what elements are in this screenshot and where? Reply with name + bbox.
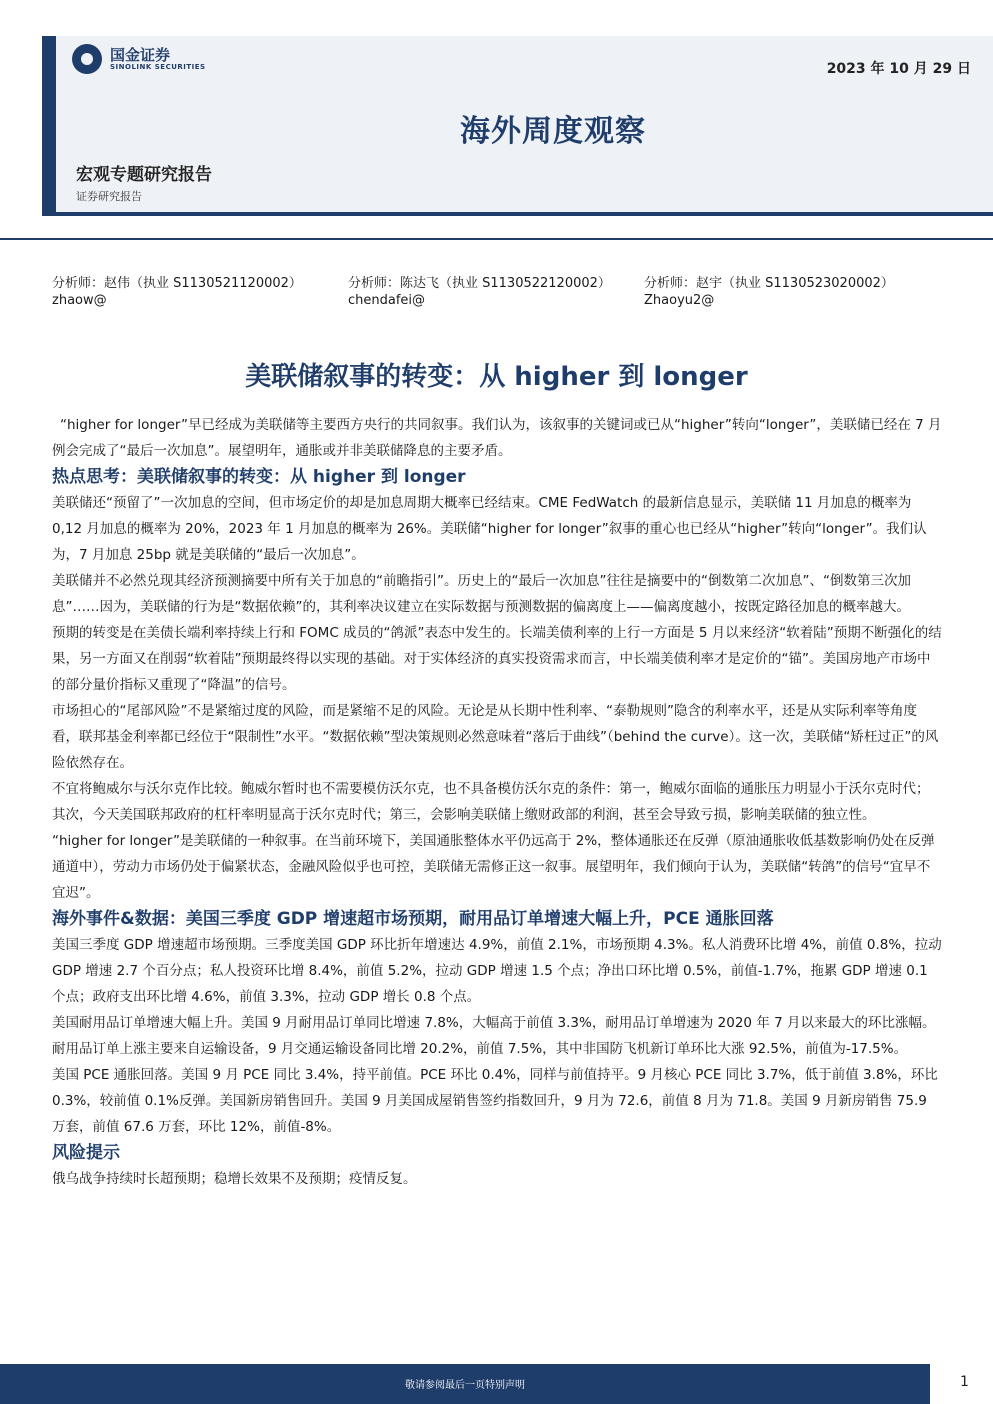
body-paragraph: 市场担心的“尾部风险”不是紧缩过度的风险，而是紧缩不足的风险。无论是从长期中性利率、“泰勒规则”隐含的利率水平，还是从实际利率等角度看，联邦基金利率都已经位于“限制性”水平。“数据依赖”型决策规则必然意味着“落后于曲线”（behind the curve）。这一次，美联储“矫枉过正”的风险依然存在。 [52, 703, 939, 771]
body-paragraph: “higher for longer”是美联储的一种叙事。在当前环境下，美国通胀整体水平仍远高于 2%，整体通胀还在反弹（原油通胀收低基数影响仍处在反弹通道中），劳动力市场仍处于偏紧状态，金融风险似乎也可控，美联储无需修正这一叙事。展望明年，我们倾向于认为，美联储“转鸽”的信号“宜早不宜迟”。 [52, 833, 935, 901]
report-type: 宏观专题研究报告 [76, 165, 212, 185]
company-logo [72, 44, 222, 76]
header-divider [0, 238, 993, 240]
body-paragraph: “higher for longer”早已经成为美联储等主要西方央行的共同叙事。我们认为，该叙事的关键词或已从“higher”转向“longer”，美联储已经在 7 月例会完成了“最后一次加息”。展望明年，通胀或并非美联储降息的主要矛盾。 [52, 417, 942, 459]
document-title: 美联储叙事的转变：从 higher 到 longer [245, 362, 748, 392]
analyst-item [348, 272, 611, 308]
report-body [52, 412, 942, 1192]
report-title: 海外周度观察 [460, 114, 646, 149]
analyst-label: 分析师：陈达飞（执业 S1130522120002） [348, 276, 611, 291]
report-subtype: 证券研究报告 [76, 190, 142, 203]
analyst-label: 分析师：赵宇（执业 S1130523020002） [644, 276, 894, 291]
body-paragraph: 美联储并不必然兑现其经济预测摘要中所有关于加息的“前瞻指引”。历史上的“最后一次加息”往往是摘要中的“倒数第二次加息”、“倒数第三次加息”……因为，美联储的行为是“数据依赖”的，其利率决议建立在实际数据与预测数据的偏离度上——偏离度越小，按既定路径加息的概率越大。 [52, 573, 911, 615]
page-number: 1 [960, 1374, 969, 1390]
body-paragraph: 不宜将鲍威尔与沃尔克作比较。鲍威尔暂时也不需要模仿沃尔克，也不具备模仿沃尔克的条件：第一，鲍威尔面临的通胀压力明显小于沃尔克时代；其次，今天美国联邦政府的杠杆率明显高于沃尔克时代；第三，会影响美联储上缴财政部的利润，甚至会导致亏损，影响美联储的独立性。 [52, 781, 930, 823]
analyst-item [644, 272, 894, 308]
section-heading: 风险提示 [52, 1143, 120, 1163]
body-paragraph: 俄乌战争持续时长超预期；稳增长效果不及预期；疫情反复。 [52, 1171, 417, 1187]
body-paragraph: 美国 PCE 通胀回落。美国 9 月 PCE 同比 3.4%，持平前值。PCE 环比 0.4%，同样与前值持平。9 月核心 PCE 同比 3.7%，低于前值 3.8%，环比 0.3%，较前值 0.1%反弹。美国新房销售回升。美国 9 月美国成屋销售签约指数回升，9 月为 72.6，前值 8 月为 71.8。美国 9 月新房销售 75.9 万套，前值 67.6 万套，环比 12%，前值-8%。 [52, 1067, 938, 1135]
analyst-label: 分析师：赵伟（执业 S1130521120002） [52, 276, 302, 291]
body-paragraph: 美国三季度 GDP 增速超市场预期。三季度美国 GDP 环比折年增速达 4.9%，前值 2.1%，市场预期 4.3%。私人消费环比增 4%，前值 0.8%，拉动 GDP 增速 2.7 个百分点；私人投资环比增 8.4%，前值 5.2%，拉动 GDP 增速 1.5 个点；净出口环比增 0.5%，前值-1.7%，拖累 GDP 增速 0.1 个点；政府支出环比增 4.6%，前值 3.3%，拉动 GDP 增长 0.8 个点。 [52, 937, 942, 1005]
analyst-email: zhaow@ [52, 293, 107, 308]
analyst-item [52, 272, 302, 308]
analyst-email: chendafei@ [348, 293, 426, 308]
section-heading: 热点思考：美联储叙事的转变：从 higher 到 longer [52, 467, 466, 487]
body-paragraph: 预期的转变是在美债长端利率持续上行和 FOMC 成员的“鸽派”表态中发生的。长端美债利率的上行一方面是 5 月以来经济“软着陆”预期不断强化的结果，另一方面又在削弱“软着陆”预期最终得以实现的基础。对于实体经济的真实投资需求而言，中长端美债利率才是定价的“锚”。美国房地产市场中的部分量价指标又重现了“降温”的信号。 [52, 625, 942, 693]
logo-name-cn: 国金证券 [110, 46, 171, 64]
analyst-email: Zhaoyu2@ [644, 293, 715, 308]
logo-name-en: SINOLINK SECURITIES [110, 63, 206, 71]
section-heading: 海外事件&数据：美国三季度 GDP 增速超市场预期，耐用品订单增速大幅上升，PCE 通胀回落 [52, 909, 774, 929]
footer-disclaimer: 敬请参阅最后一页特别声明 [405, 1380, 525, 1391]
body-paragraph: 美国耐用品订单增速大幅上升。美国 9 月耐用品订单同比增速 7.8%，大幅高于前值 3.3%，耐用品订单增速为 2020 年 7 月以来最大的环比涨幅。耐用品订单上涨主要来自运输设备，9 月交通运输设备同比增 20.2%，前值 7.5%，其中非国防飞机新订单环比大涨 92.5%，前值为-17.5%。 [52, 1015, 936, 1057]
report-date: 2023 年 10 月 29 日 [826, 61, 971, 77]
body-paragraph: 美联储还“预留了”一次加息的空间，但市场定价的却是加息周期大概率已经结束。CME FedWatch 的最新信息显示，美联储 11 月加息的概率为 0,12 月加息的概率为 20%，2023 年 1 月加息的概率为 26%。美联储“higher for longer”叙事的重心也已经从“higher”转向“longer”。我们认为，7 月加息 25bp 就是美联储的“最后一次加息”。 [52, 495, 927, 563]
logo-mark-icon [72, 44, 102, 74]
